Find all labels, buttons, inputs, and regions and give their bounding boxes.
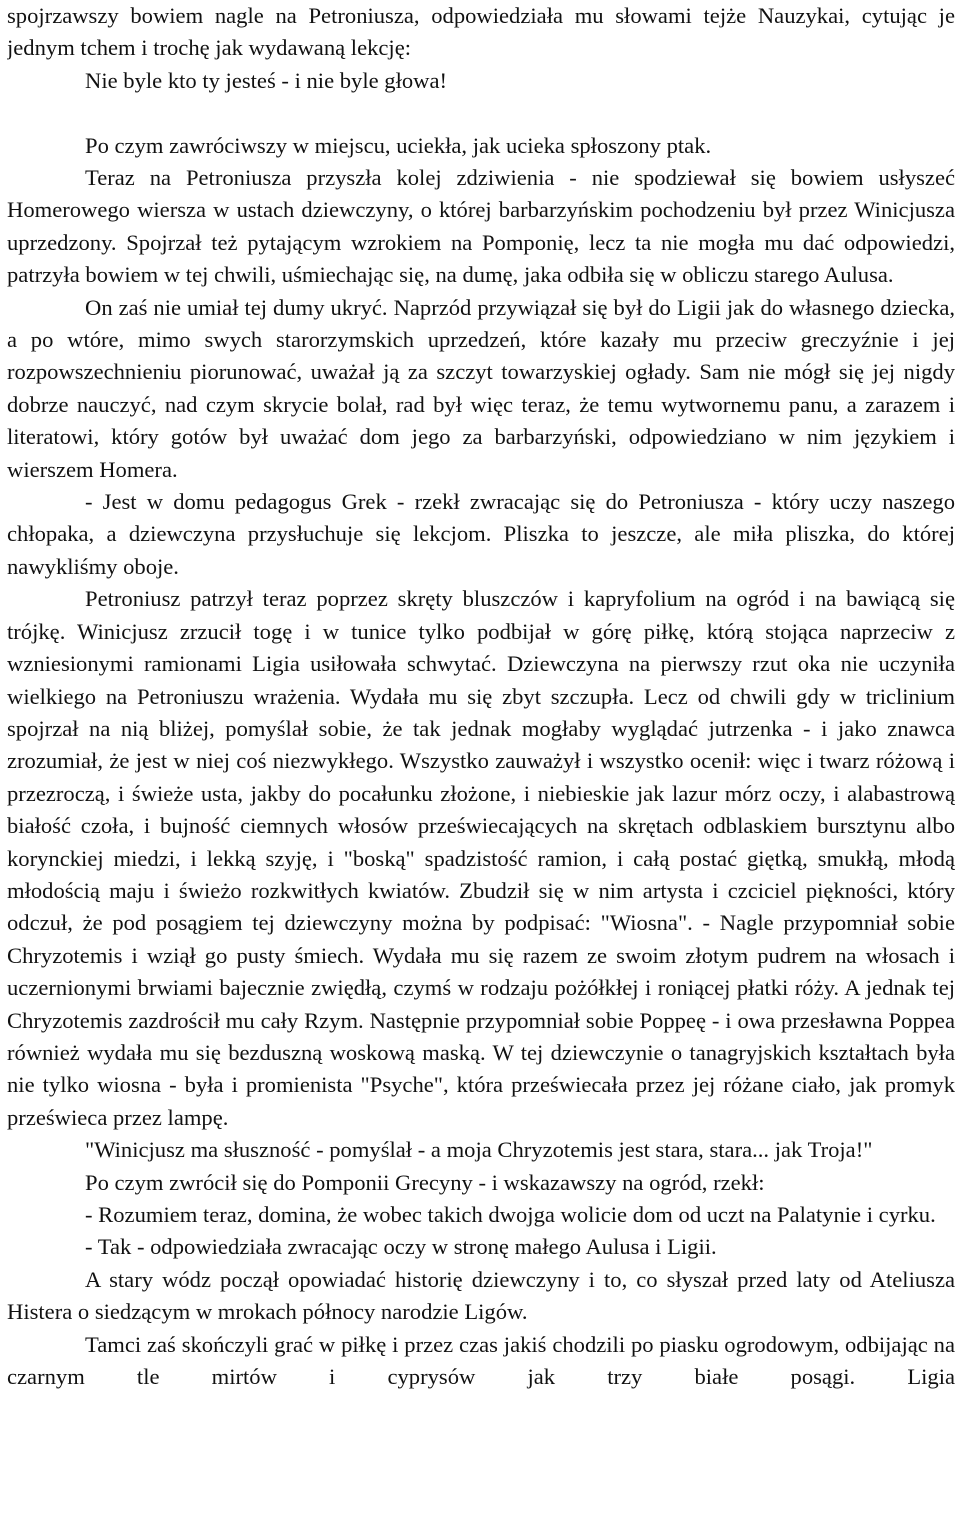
paragraph-9: Po czym zwrócił się do Pomponii Grecyny - i wskazawszy na ogród, rzekł: (85, 1169, 765, 1195)
paragraph-6: - Jest w domu pedagogus Grek - rzekł zwracając się do Petroniusza - który uczy naszego chłopaka, a dziewczyna przysłuchuje się lekcjom. Pliszka to jeszcze, ale miła pliszka, do której nawykliśmy oboje. (7, 489, 955, 579)
blank-line (7, 97, 955, 129)
document-page (7, 0, 955, 1539)
paragraph-13: Tamci zaś skończyli grać w piłkę i przez czas jakiś chodzili po piasku ogrodowym, odbijając na czarnym tle mirtów i cyprysów jak trzy białe posągi. Ligia (7, 1331, 955, 1390)
paragraph-3: Po czym zawróciwszy w miejscu, uciekła, jak ucieka spłoszony ptak. (85, 132, 712, 158)
paragraph-8: "Winicjusz ma słuszność - pomyślał - a moja Chryzotemis jest stara, stara... jak Troja!" (85, 1137, 873, 1163)
paragraph-2: Nie byle kto ty jesteś - i nie byle głowa! (85, 67, 448, 93)
paragraph-4: Teraz na Petroniusza przyszła kolej zdziwienia - nie spodziewał się bowiem usłyszeć Homerowego wiersza w ustach dziewczyny, o której barbarzyńskim pochodzeniu był przez Winicjusza uprzedzony. Spojrzał też pytającym wzrokiem na Pomponię, lecz ta nie mogła mu dać odpowiedzi, patrzyła bowiem w tej chwili, uśmiechając się, na dumę, jaka odbiła się w obliczu starego Aulusa. (7, 165, 955, 288)
paragraph-10: - Rozumiem teraz, domina, że wobec takich dwojga wolicie dom od uczt na Palatynie i cyrku. (85, 1202, 936, 1228)
paragraph-12: A stary wódz począł opowiadać historię dziewczyny i to, co słyszał przed laty od Ateliusza Histera o siedzącym w mrokach północy narodzie Ligów. (7, 1266, 955, 1325)
paragraph-5: On zaś nie umiał tej dumy ukryć. Naprzód przywiązał się był do Ligii jak do własnego dziecka, a po wtóre, mimo swych starorzymskich uprzedzeń, które kazały mu przeciw greczyźnie i jej rozpowszechnieniu piorunować, uważał ją za szczyt towarzyskiej ogłady. Sam nie mógł się jej nigdy dobrze nauczyć, nad czym skrycie bolał, rad był więc teraz, że temu wytwornemu panu, a zarazem i literatowi, który gotów był uważać dom jego za barbarzyński, odpowiedziano w nim językiem i wierszem Homera. (7, 294, 955, 482)
paragraph-7: Petroniusz patrzył teraz poprzez skręty bluszczów i kapryfolium na ogród i na bawiącą się trójkę. Winicjusz zrzucił togę i w tunice tylko podbijał w górę piłkę, którą stojąca naprzeciw z wzniesionymi ramionami Ligia usiłowała schwytać. Dziewczyna na pierwszy rzut oka nie uczyniła wielkiego na Petroniuszu wrażenia. Wydała mu się zbyt szczupła. Lecz od chwili gdy w triclinium spojrzał na nią bliżej, pomyślał sobie, że tak jednak mogłaby wyglądać jutrzenka - i jako znawca zrozumiał, że jest w niej coś niezwykłego. Wszystko zauważył i wszystko ocenił: więc i twarz różową i przezroczą, i świeże usta, jakby do pocałunku złożone, i niebieskie jak lazur mórz oczy, i alabastrową białość czoła, i bujność ciemnych włosów przeświecających na skrętach odblaskiem bursztynu albo korynckiej miedzi, i lekką szyję, i "boską" spadzistość ramion, i całą postać giętką, smukłą, młodą młodością maju i świeżo rozkwitłych kwiatów. Zbudził się w nim artysta i czciciel piękności, który odczuł, że pod posągiem tej dziewczyny można by podpisać: "Wiosna". - Nagle przypomniał sobie Chryzotemis i wziął go pusty śmiech. Wydała mu się razem ze swoim złotym pudrem na włosach i uczernionymi brwiami bajecznie zwiędłą, czymś w rodzaju pożółkłej i roniącej płatki róży. A jednak tej Chryzotemis zazdrościł mu cały Rzym. Następnie przypomniał sobie Poppeę - i owa przesławna Poppea również wydała mu się bezduszną woskową maską. W tej dziewczynie o tanagryjskich kształtach była nie tylko wiosna - była i promienista "Psyche", która przeświecała przez jej różane ciało, jak promyk prześwieca przez lampę. (7, 586, 955, 1130)
paragraph-11: - Tak - odpowiedziała zwracając oczy w stronę małego Aulusa i Ligii. (85, 1234, 717, 1260)
paragraph-1: spojrzawszy bowiem nagle na Petroniusza, odpowiedziała mu słowami tejże Nauzykai, cytując je jednym tchem i trochę jak wydawaną lekcję: (7, 3, 955, 61)
